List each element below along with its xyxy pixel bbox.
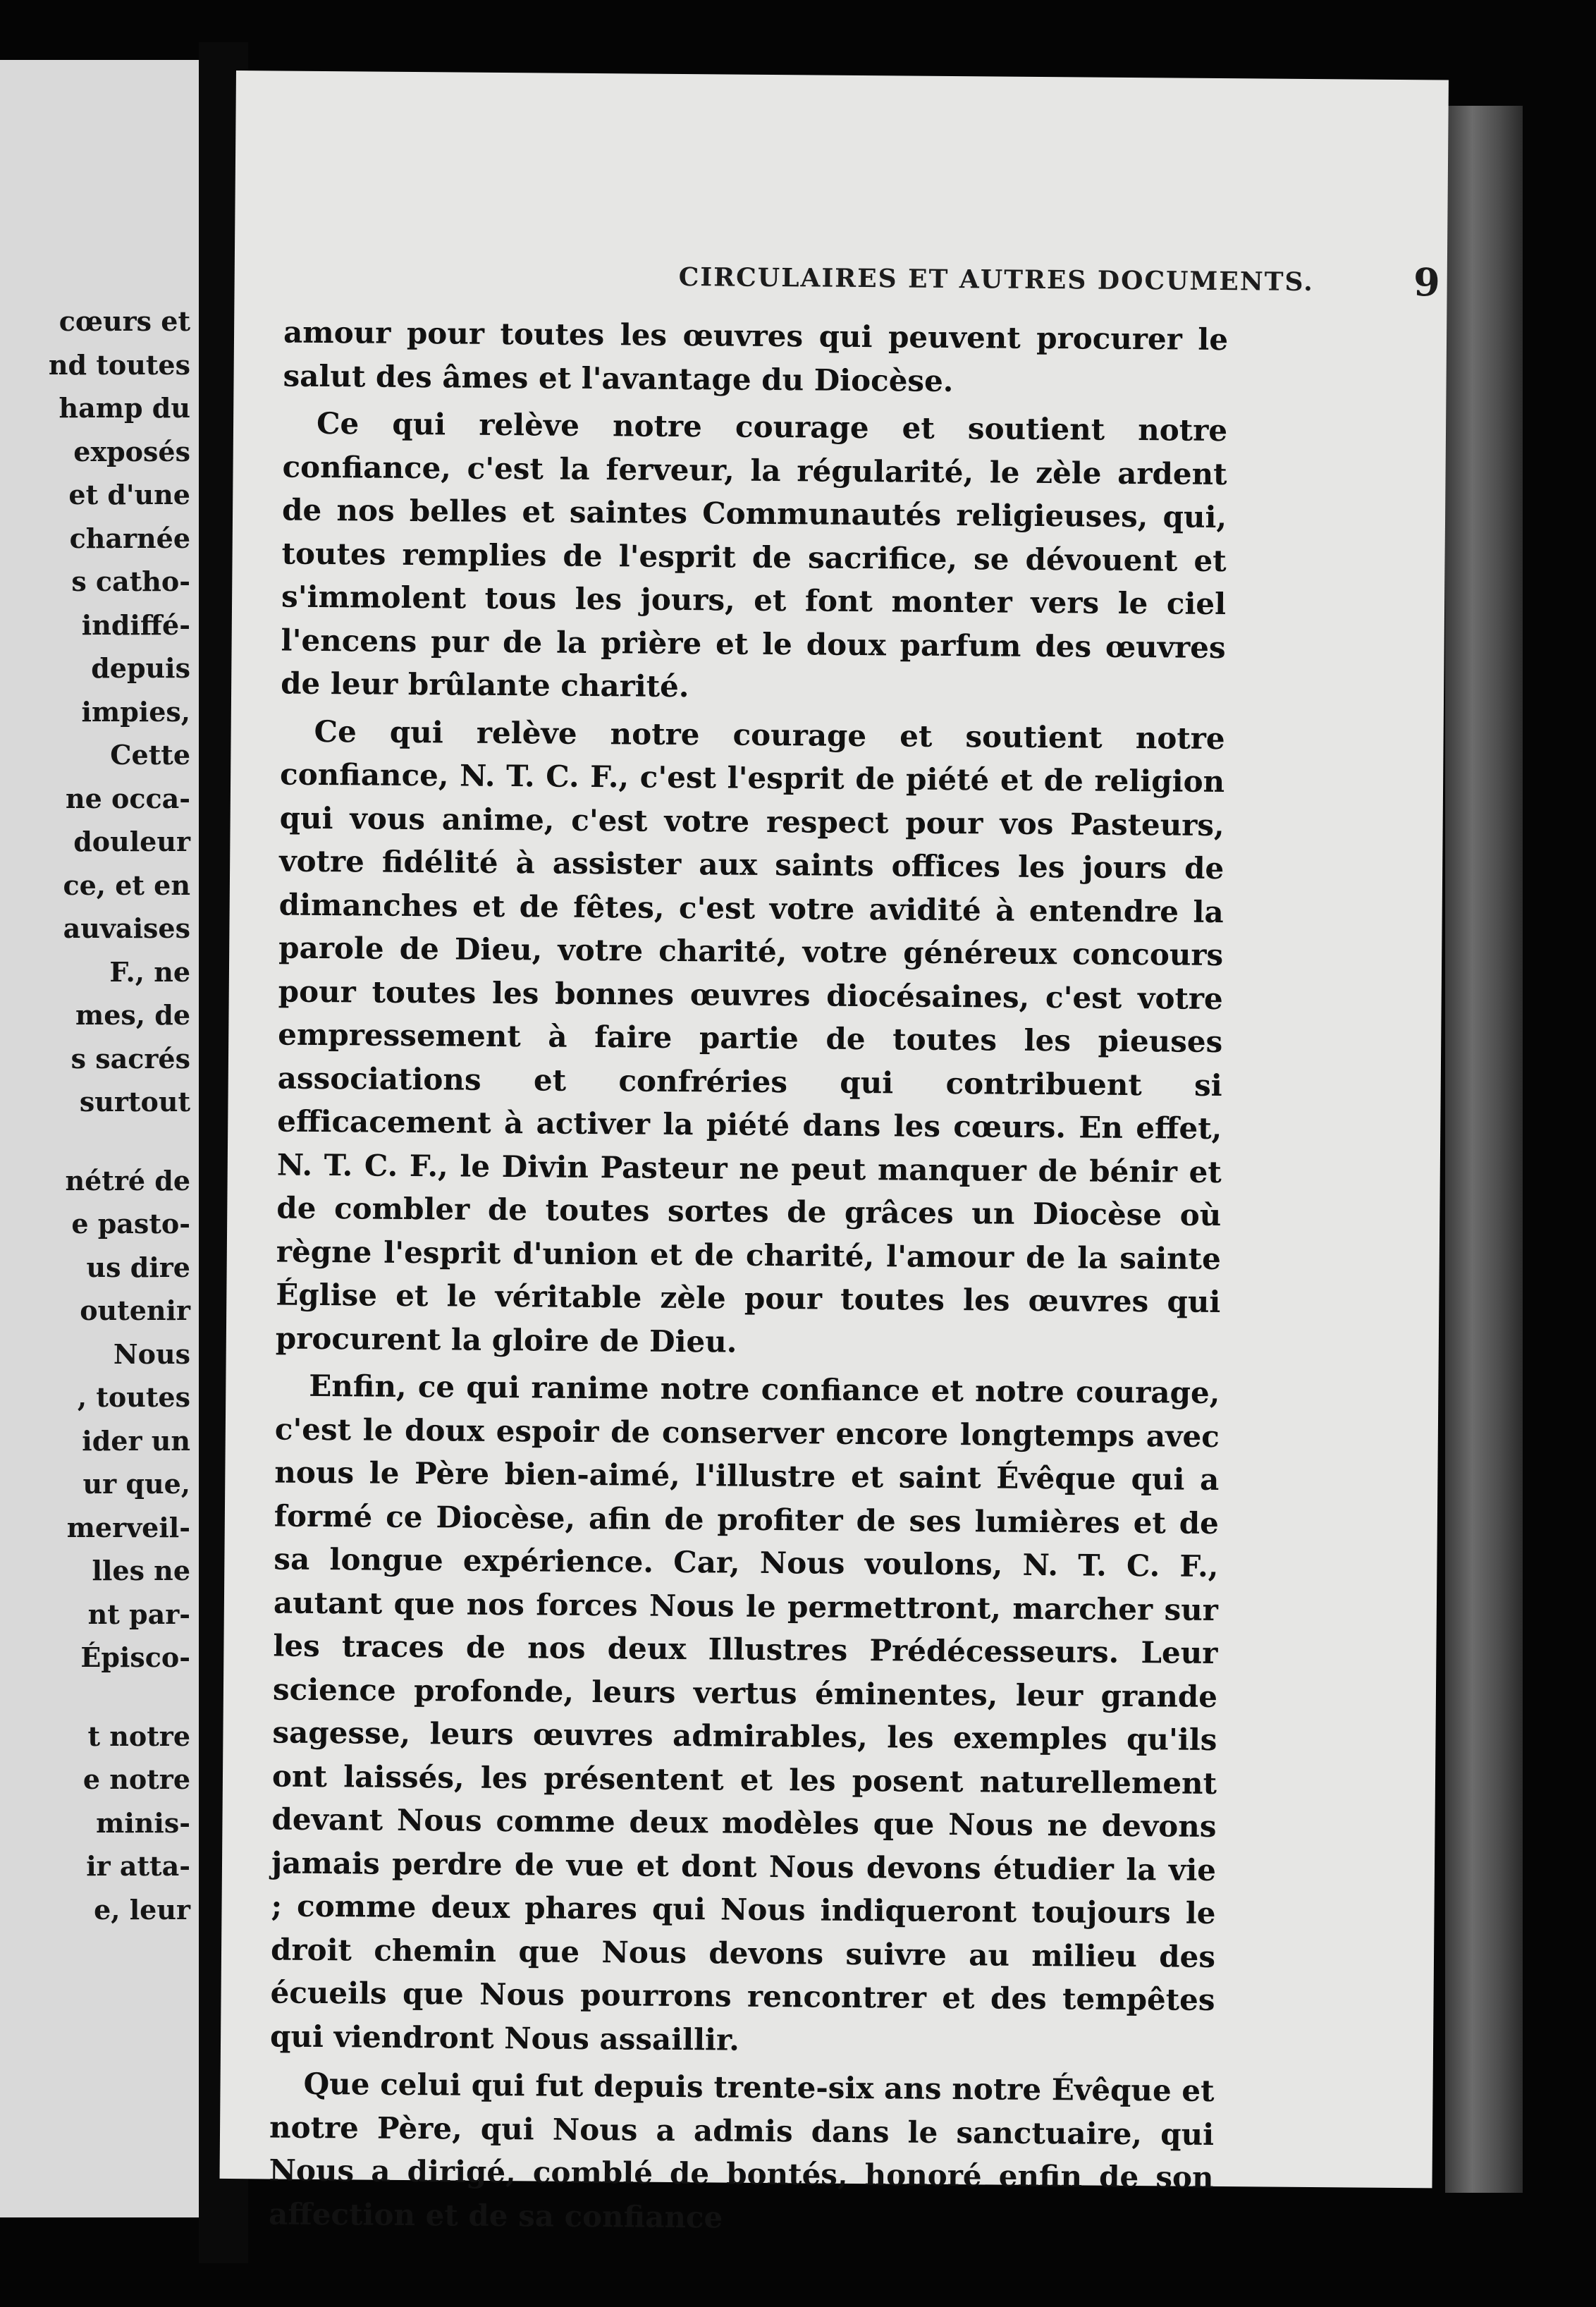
previous-page-line: ider un xyxy=(82,1424,190,1457)
previous-page-line: ir atta- xyxy=(86,1850,190,1882)
previous-page-line: auvaises xyxy=(63,912,190,944)
paragraph: Que celui qui fut depuis trente-six ans notre Évêque et notre Père, qui Nous a admis dans le sanctuaire, qui Nous a dirigé, comblé de bontés, honoré enfin de son affection et de sa confiance xyxy=(268,2066,1215,2235)
previous-page-line: Nous xyxy=(113,1338,190,1370)
book-page xyxy=(220,71,1449,2235)
previous-page-line: t notre xyxy=(87,1720,190,1752)
page-body xyxy=(269,311,1228,2243)
previous-page-line: lles ne xyxy=(92,1555,190,1586)
previous-page-line: s catho- xyxy=(71,565,190,597)
previous-page-line: exposés xyxy=(73,435,190,467)
paragraph: Ce qui relève notre courage et soutient notre confiance, c'est la ferveur, la régularité, le zèle ardent de nos belles et saintes Communautés religieuses, qui, toutes remplies de l'esprit de sacrifice, se dévouent et s'immolent tous les jours, et font monter vers le ciel l'encens pur de la prière et le doux parfum des œuvres de leur brûlante charité. xyxy=(280,405,1228,704)
paragraph: Ce qui relève notre courage et soutient notre confiance, N. T. C. F., c'est l'esprit de piété et de religion qui vous anime, c'est votre respect pour vos Pasteurs, votre fidélité à assister aux saints offices les jours de dimanches et de fêtes, c'est votre avidité à entendre la parole de Dieu, votre charité, votre généreux concours pour toutes les bonnes œuvres diocésaines, c'est votre empressement à faire partie de toutes les pieuses associations et confréries qui contribuent si efficacement à activer la piété dans les cœurs. En effet, N. T. C. F., le Divin Pasteur ne peut manquer de bénir et de combler de toutes sortes de grâces un Diocèse où règne l'esprit d'union et de charité, l'amour de la sainte Église et le véritable zèle pour toutes les œuvres qui procurent la gloire de Dieu. xyxy=(275,714,1225,1359)
previous-page-text xyxy=(0,300,190,1931)
previous-page-line: e pasto- xyxy=(71,1208,190,1240)
previous-page-line: douleur xyxy=(73,826,190,857)
previous-page-line: et d'une xyxy=(68,479,190,510)
paragraph: amour pour toutes les œuvres qui peuvent procurer le salut des âmes et l'avantage du Diocèse. xyxy=(283,314,1229,398)
previous-page-line: ur que, xyxy=(82,1468,190,1500)
previous-page-line: charnée xyxy=(69,522,190,554)
previous-page-line: impies, xyxy=(81,695,190,728)
previous-page-line: surtout xyxy=(79,1086,190,1118)
previous-page-line: indiffé- xyxy=(81,608,190,641)
previous-page-gap xyxy=(0,1679,190,1715)
previous-page-line: F., ne xyxy=(109,955,190,988)
previous-page-line: s sacrés xyxy=(70,1042,190,1075)
previous-page-line: us dire xyxy=(86,1251,190,1283)
page-number: 9 xyxy=(1413,259,1440,305)
previous-page-line: merveil- xyxy=(66,1511,190,1543)
previous-page-line: nétré de xyxy=(65,1164,190,1197)
previous-page-line: depuis xyxy=(91,652,190,684)
previous-page-gap xyxy=(0,1124,190,1159)
previous-page-line: Épisco- xyxy=(80,1641,190,1673)
previous-page-line: mes, de xyxy=(75,999,190,1031)
previous-page-line: nt par- xyxy=(87,1598,190,1630)
previous-page-line: ce, et en xyxy=(63,869,190,901)
previous-page-line: , toutes xyxy=(77,1381,190,1413)
previous-page-line: nd toutes xyxy=(48,348,190,381)
previous-page-line: outenir xyxy=(80,1295,190,1326)
page-header xyxy=(446,252,1447,309)
previous-page-fragment xyxy=(0,60,199,2217)
previous-page-line: Cette xyxy=(110,739,190,771)
previous-page-line: cœurs et xyxy=(59,305,190,337)
previous-page-line: minis- xyxy=(96,1806,190,1839)
running-title: CIRCULAIRES ET AUTRES DOCUMENTS. xyxy=(678,262,1314,298)
paragraph: Enfin, ce qui ranime notre confiance et notre courage, c'est le doux espoir de conserver encore longtemps avec nous le Père bien-aimé, l'illustre et saint Évêque qui a formé ce Diocèse, afin de profiter de ses lumières et de sa longue expérience. Car, Nous voulons, N. T. C. F., autant que nos forces Nous le permettront, marcher sur les traces de nos deux Illustres Prédécesseurs. Leur science profonde, leurs vertus éminentes, leur grande sagesse, leurs œuvres admirables, les exemples qu'ils ont laissés, les présentent et les posent naturellement devant Nous comme deux modèles que Nous ne devons jamais perdre de vue et dont Nous devons étudier la vie ; comme deux phares qui Nous indiqueront toujours le droit chemin que Nous devons suivre au milieu des écueils que Nous pourrons rencontrer et des tempêtes qui viendront Nous assaillir. xyxy=(269,1368,1220,2057)
previous-page-line: ne occa- xyxy=(65,782,190,814)
previous-page-line: e notre xyxy=(82,1763,190,1795)
page-edge-shadow xyxy=(1445,106,1523,2193)
previous-page-line: hamp du xyxy=(59,392,190,424)
previous-page-line: e, leur xyxy=(94,1893,190,1926)
